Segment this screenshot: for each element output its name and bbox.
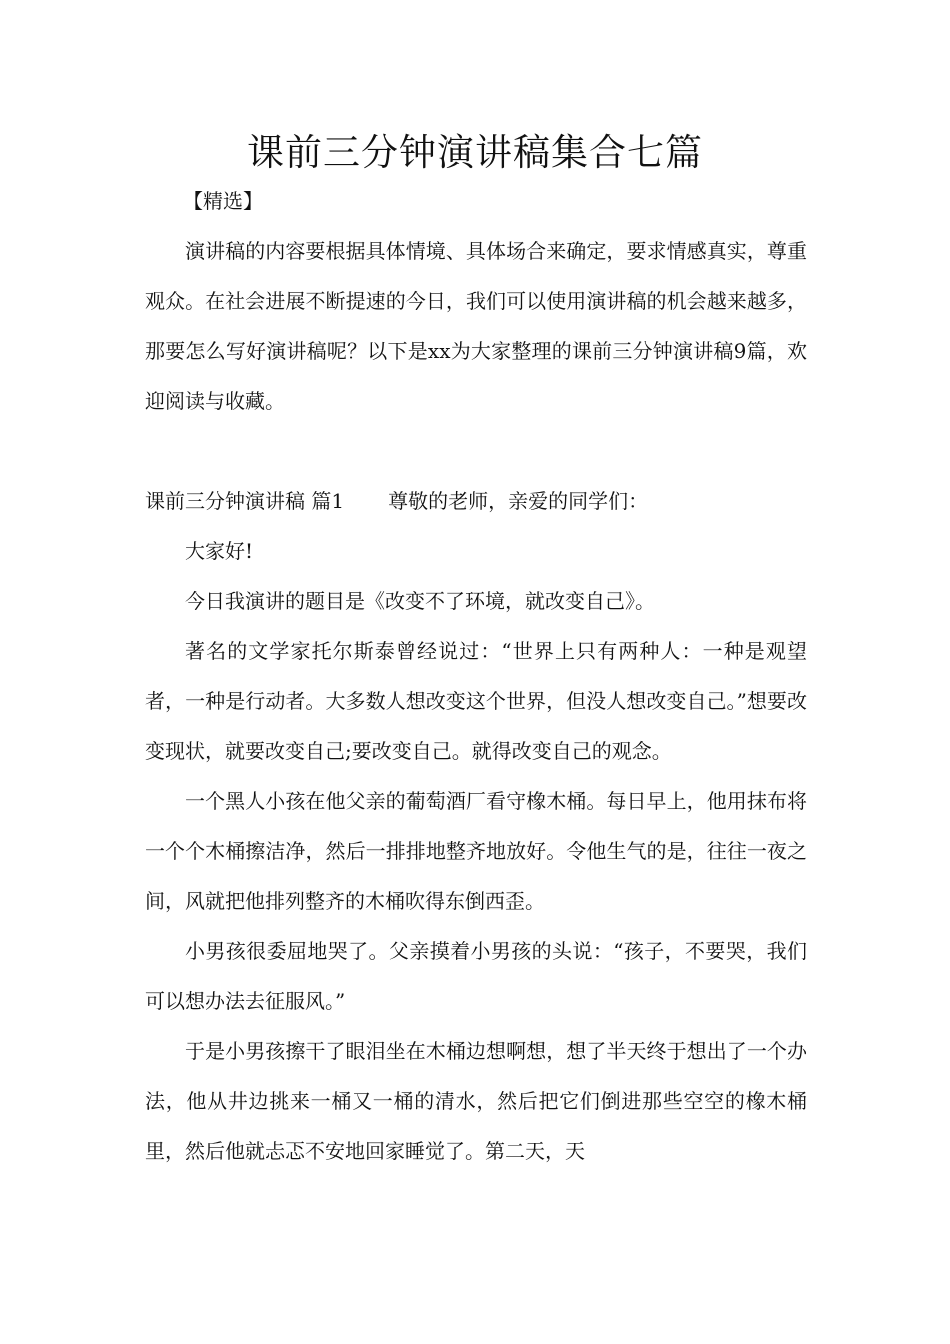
document-title: 课前三分钟演讲稿集合七篇 [247,131,703,174]
body-paragraph: 小男孩很委屈地哭了。父亲摸着小男孩的头说：“孩子，不要哭，我们可以想办法去征服风。” [145,939,807,1013]
body-paragraph: 一个黑人小孩在他父亲的葡萄酒厂看守橡木桶。每日早上，他用抹布将一个个木桶擦洁净，然后一排排地整齐地放好。令他生气的是，往往一夜之间，风就把他排列整齐的木桶吹得东倒西歪。 [145,789,807,913]
speech-heading-line [145,476,807,526]
body-paragraph: 于是小男孩擦干了眼泪坐在木桶边想啊想，想了半天终于想出了一个办法，他从井边挑来一桶又一桶的清水，然后把它们倒进那些空空的橡木桶里，然后他就忐忑不安地回家睡觉了。第二天，天 [145,1039,807,1163]
salutation: 尊敬的老师，亲爱的同学们： [388,489,649,513]
intro-section [145,226,807,426]
intro-paragraph: 演讲稿的内容要根据具体情境、具体场合来确定，要求情感真实，尊重观众。在社会进展不断提速的今日，我们可以使用演讲稿的机会越来越多，那要怎么写好演讲稿呢？以下是xx为大家整理的课前三分钟演讲稿9篇，欢迎阅读与收藏。 [145,239,807,413]
featured-tag: 【精选】 [183,189,263,213]
body-paragraph: 大家好! [185,539,254,563]
body-paragraph: 今日我演讲的题目是《改变不了环境，就改变自己》。 [185,589,655,613]
body-paragraph: 著名的文学家托尔斯泰曾经说过：“世界上只有两种人：一种是观望者，一种是行动者。大多数人想改变这个世界，但没人想改变自己。”想要改变现状，就要改变自己;要改变自己。就得改变自己的观念。 [145,639,807,763]
section-heading: 课前三分钟演讲稿 篇1 [145,489,345,513]
speech-section [145,476,807,1176]
